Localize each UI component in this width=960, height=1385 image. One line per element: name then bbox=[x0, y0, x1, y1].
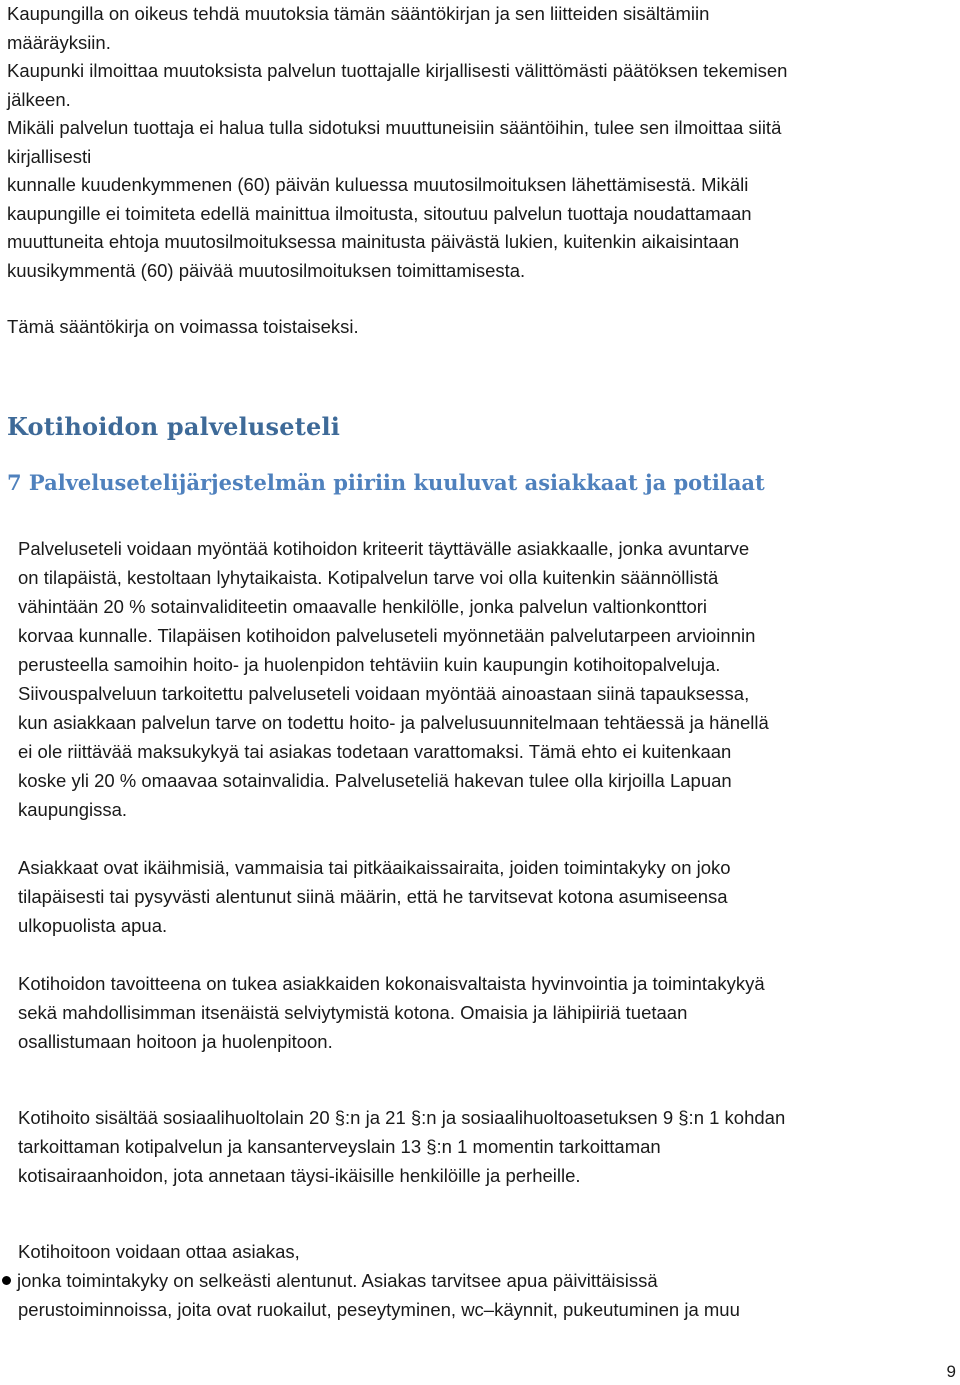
list-item-line: jonka toimintakyky on selkeästi alentunut. Asiakas tarvitsee apua päivittäisissä bbox=[17, 1270, 658, 1291]
paragraph-line: kun asiakkaan palvelun tarve on todettu hoito- ja palvelusuunnitelmaan tehtäessä ja hänellä bbox=[18, 712, 769, 733]
intro-line: Kaupunki ilmoittaa muutoksista palvelun tuottajalle kirjallisesti välittömästi päätöksen tekemisen bbox=[7, 60, 788, 81]
paragraph-goals bbox=[18, 969, 938, 1056]
paragraph-line: Kotihoito sisältää sosiaalihuoltolain 20 §:n ja 21 §:n ja sosiaalihuoltoasetuksen 9 §:n 1 kohdan bbox=[18, 1107, 786, 1128]
intro-line: Kaupungilla on oikeus tehdä muutoksia tämän sääntökirjan ja sen liitteiden sisältämiin bbox=[7, 3, 710, 24]
intro-line: jälkeen. bbox=[7, 88, 71, 110]
intro-line: kaupungille ei toimiteta edellä mainittua ilmoitusta, sitoutuu palvelun tuottaja noudattamaan bbox=[7, 202, 752, 224]
paragraph-line: korvaa kunnalle. Tilapäisen kotihoidon palveluseteli myönnetään palvelutarpeen arvioinnin bbox=[18, 625, 756, 646]
section-title: Kotihoidon palveluseteli bbox=[7, 412, 341, 441]
paragraph-eligibility bbox=[18, 534, 938, 824]
paragraph-line: ei ole riittävää maksukykyä tai asiakas todetaan varattomaksi. Tämä ehto ei kuitenkaan bbox=[18, 741, 732, 762]
paragraph-line: on tilapäistä, kestoltaan lyhytaikaista. Kotipalvelun tarve voi olla kuitenkin säännöllistä bbox=[18, 567, 719, 588]
intro-line: Mikäli palvelun tuottaja ei halua tulla sidotuksi muuttuneisiin sääntöihin, tulee sen ilmoittaa siitä bbox=[7, 117, 782, 138]
paragraph-line: Siivouspalveluun tarkoitettu palveluseteli voidaan myöntää ainoastaan siinä tapauksessa, bbox=[18, 683, 750, 704]
paragraph-line: kaupungissa. bbox=[18, 799, 128, 820]
paragraph-line: tarkoittaman kotipalvelun ja kansanterveyslain 13 §:n 1 momentin tarkoittaman bbox=[18, 1136, 661, 1157]
paragraph-line: Asiakkaat ovat ikäihmisiä, vammaisia tai pitkäaikaissairaita, joiden toimintakyky on joko bbox=[18, 857, 731, 878]
section-subtitle: 7 Palvelusetelijärjestelmän piiriin kuuluvat asiakkaat ja potilaat bbox=[7, 470, 765, 495]
intro-line: kunnalle kuudenkymmenen (60) päivän kuluessa muutosilmoituksen lähettämisestä. Mikäli bbox=[7, 174, 749, 195]
list-item bbox=[18, 1266, 938, 1324]
paragraph-line: osallistumaan hoitoon ja huolenpitoon. bbox=[18, 1031, 333, 1052]
intro-line: muuttuneita ehtoja muutosilmoituksessa mainitusta päivästä lukien, kuitenkin aikaisintaan bbox=[7, 231, 740, 252]
admission-criteria-list bbox=[18, 1266, 938, 1324]
intro-line: kirjallisesti bbox=[7, 145, 92, 167]
validity-statement: Tämä sääntökirja on voimassa toistaiseksi. bbox=[7, 316, 359, 337]
paragraph-line: tilapäisesti tai pysyvästi alentunut siinä määrin, että he tarvitsevat kotona asumiseensa bbox=[18, 886, 728, 907]
paragraph-line: perusteella samoihin hoito- ja huolenpidon tehtäviin kuin kaupungin kotihoitopalveluja. bbox=[18, 654, 721, 675]
paragraph-line: ulkopuolista apua. bbox=[18, 915, 168, 936]
intro-text-block bbox=[7, 0, 952, 285]
paragraph-line: vähintään 20 % sotainvaliditeetin omaavalle henkilölle, jonka palvelun valtionkonttori bbox=[18, 596, 708, 617]
intro-line: määräyksiin. bbox=[7, 31, 111, 53]
paragraph-admission-intro: Kotihoitoon voidaan ottaa asiakas, bbox=[18, 1241, 300, 1262]
paragraph-line: sekä mahdollisimman itsenäistä selviytymistä kotona. Omaisia ja lähipiiriä tuetaan bbox=[18, 1002, 688, 1023]
paragraph-clients bbox=[18, 853, 938, 940]
paragraph-line: kotisairaanhoidon, jota annetaan täysi-ikäisille henkilöille ja perheille. bbox=[18, 1165, 581, 1186]
list-item-line: perustoiminnoissa, joita ovat ruokailut, peseytyminen, wc–käynnit, pukeutuminen ja muu bbox=[18, 1299, 740, 1320]
page-number: 9 bbox=[946, 1362, 956, 1381]
bullet-icon bbox=[2, 1276, 11, 1285]
intro-line: kuusikymmentä (60) päivää muutosilmoituksen toimittamisesta. bbox=[7, 259, 526, 281]
paragraph-legal-basis bbox=[18, 1103, 938, 1190]
paragraph-line: koske yli 20 % omaavaa sotainvalidia. Palveluseteliä hakevan tulee olla kirjoilla Lapuan bbox=[18, 770, 732, 791]
paragraph-line: Kotihoidon tavoitteena on tukea asiakkaiden kokonaisvaltaista hyvinvointia ja toimintakykyä bbox=[18, 973, 765, 994]
paragraph-line: Palveluseteli voidaan myöntää kotihoidon kriteerit täyttävälle asiakkaalle, jonka avuntarve bbox=[18, 538, 750, 559]
